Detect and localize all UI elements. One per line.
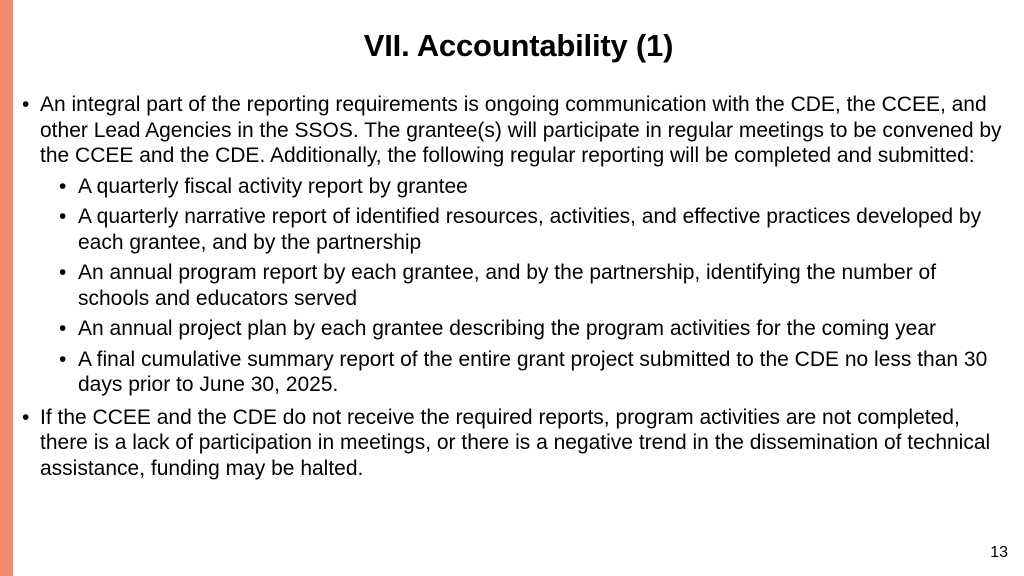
bullet-item bbox=[20, 405, 1005, 482]
sub-bullet-item: • A final cumulative summary report of the entire grant project submitted to the CDE no less than 30 days prior to June 30, 2025. bbox=[40, 347, 1005, 398]
sub-bullet-item: • An annual program report by each grantee, and by the partnership, identifying the number of schools and educators served bbox=[40, 260, 1005, 311]
slide-title: VII. Accountability (1) bbox=[363, 28, 674, 63]
bullet-list bbox=[20, 92, 1005, 481]
sub-bullet-list bbox=[40, 174, 1005, 398]
sub-bullet-item: • A quarterly narrative report of identified resources, activities, and effective practices developed by each grantee, and by the partnership bbox=[40, 204, 1005, 255]
bullet-text: If the CCEE and the CDE do not receive the required reports, program activities are not completed, there is a lack of participation in meetings, or there is a negative trend in the dissemination of technical assistance, funding may be halted. bbox=[40, 405, 991, 480]
slide-body bbox=[20, 92, 1005, 488]
bullet-item bbox=[20, 92, 1005, 398]
bullet-text: An integral part of the reporting requirements is ongoing communication with the CDE, the CCEE, and other Lead Agencies in the SSOS. The grantee(s) will participate in regular meetings to be convened by the CCEE and the CDE. Additionally, the following regular reporting will be completed and submitted: bbox=[40, 93, 1002, 167]
page-number: 13 bbox=[990, 544, 1008, 561]
slide-accent-bar bbox=[0, 0, 13, 576]
sub-bullet-item: • A quarterly fiscal activity report by grantee bbox=[40, 174, 1005, 200]
sub-bullet-item: • An annual project plan by each grantee describing the program activities for the coming year bbox=[40, 316, 1005, 342]
